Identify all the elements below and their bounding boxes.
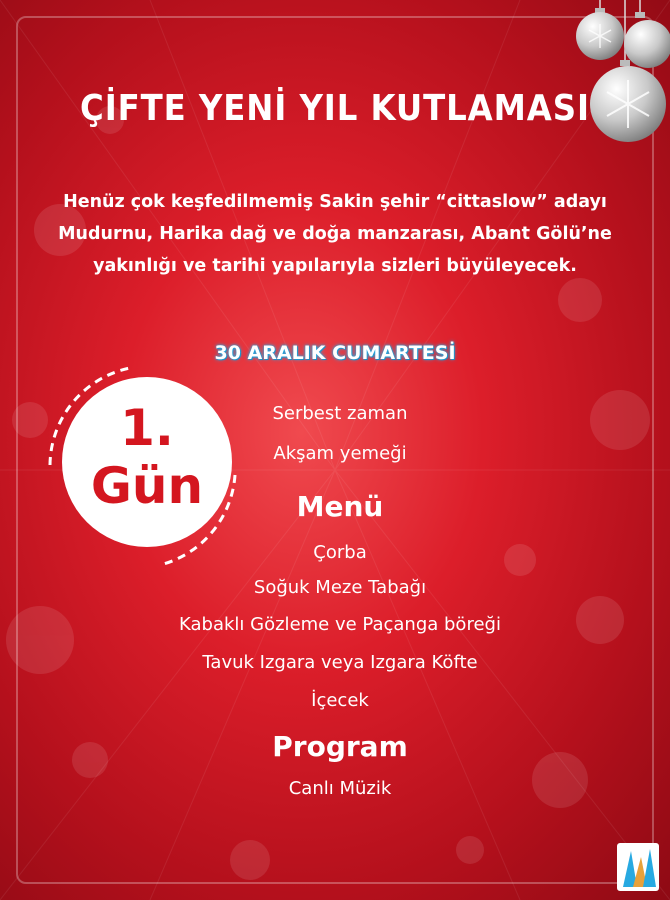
intro-line: Mudurnu, Harika dağ ve doğa manzarası, Abant Gölü’ne [58,224,612,244]
menu-item: Tavuk Izgara veya Izgara Köfte [202,652,478,673]
program-item: Canlı Müzik [288,778,392,799]
brand-logo [617,843,659,891]
intro-line: yakınlığı ve tarihi yapılarıyla sizleri büyüleyecek. [93,256,577,276]
menu-item: Çorba [313,542,367,563]
page-title: ÇİFTE YENİ YIL KUTLAMASI [80,88,590,129]
menu-item: Soğuk Meze Tabağı [253,577,427,598]
schedule-item: Serbest zaman [272,403,408,424]
menu-item: İçecek [311,690,369,711]
menu-heading: Menü [296,490,384,523]
logo-mountains-icon [617,843,659,891]
menu-item: Kabaklı Gözleme ve Paçanga böreği [179,614,501,635]
event-date: 30 ARALIK CUMARTESİ [214,342,456,364]
intro-text [50,186,620,282]
christmas-ornaments-icon [570,0,670,170]
day-label: Gün [90,457,204,515]
day-number: 1. [120,399,174,457]
program-heading: Program [272,730,408,763]
intro-line: Henüz çok keşfedilmemiş Sakin şehir “cittaslow” adayı [63,192,607,212]
schedule-item: Akşam yemeği [273,443,407,464]
